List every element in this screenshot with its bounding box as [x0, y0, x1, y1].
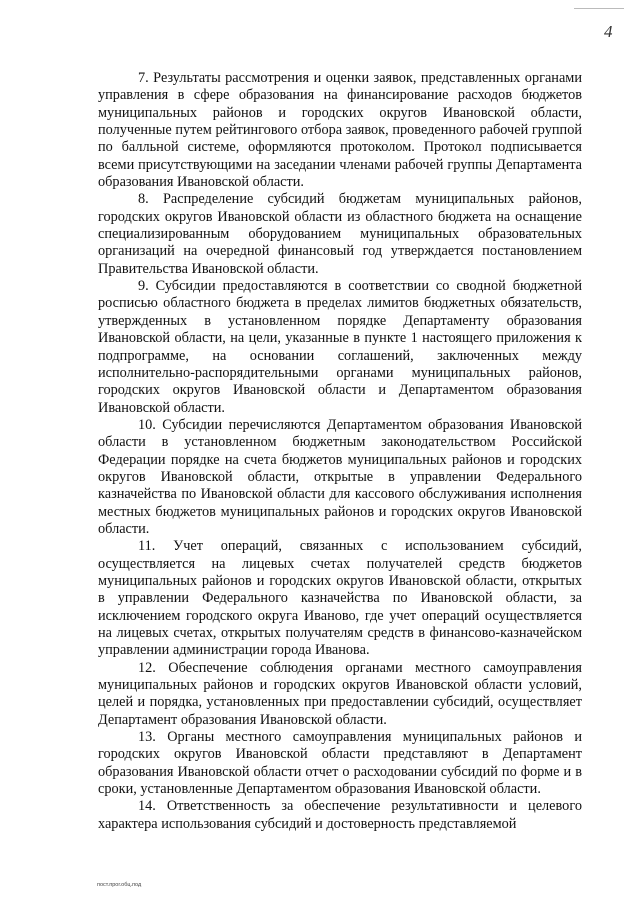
paragraph-11: 11. Учет операций, связанных с использованием субсидий, осуществляется на лицевых счетах получателей средств бюджетов муниципальных районов и городских округов Ивановской области, открытых в управлении Федерального казначейства по Ивановской области, за исключением городского округа Иваново, где учет операций осуществляется на лицевых счетах, открытых получателям средств в финансово-казначейском управлении администрации города Иванова.: [98, 538, 582, 659]
paragraph-13: 13. Органы местного самоуправления муниципальных районов и городских округов Ивановской области представляют в Департамент образования Ивановской области отчет о расходовании субсидий по форме и в сроки, установленные Департаментом образования Ивановской области.: [98, 729, 582, 798]
paragraph-7: 7. Результаты рассмотрения и оценки заявок, представленных органами управления в сфере образования на финансирование расходов бюджетов муниципальных районов и городских округов Ивановской области, полученные путем рейтингового отбора заявок, проведенного рабочей группой по балльной системе, оформляются протоколом. Протокол подписывается всеми присутствующими на заседании членами рабочей группы Департамента образования Ивановской области.: [98, 70, 582, 191]
footer-file-name: пост.прог.обц.под: [97, 882, 142, 888]
scan-edge-mark: [574, 8, 624, 9]
document-body: [98, 70, 582, 833]
paragraph-8: 8. Распределение субсидий бюджетам муниципальных районов, городских округов Ивановской области из областного бюджета на оснащение специализированным оборудованием муниципальных образовательных организаций на очередной финансовый год утверждается постановлением Правительства Ивановской области.: [98, 191, 582, 277]
paragraph-10: 10. Субсидии перечисляются Департаментом образования Ивановской области в установленном бюджетным законодательством Российской Федерации порядке на счета бюджетов муниципальных районов и городских округов Ивановской области, открытые в управлении Федерального казначейства по Ивановской области для кассового обслуживания исполнения местных бюджетов муниципальных районов и городских округов Ивановской области.: [98, 416, 582, 537]
paragraph-14: 14. Ответственность за обеспечение результативности и целевого характера использования субсидий и достоверность представляемой: [98, 798, 582, 832]
paragraph-9: 9. Субсидии предоставляются в соответствии со сводной бюджетной росписью областного бюджета в пределах лимитов бюджетных обязательств, утвержденных в установленном порядке Департаменту образования Ивановской области, на цели, указанные в пункте 1 настоящего приложения к подпрограмме, на основании соглашений, заключенных между исполнительно-распорядительными органами муниципальных районов, городских округов Ивановской области и Департаментом образования Ивановской области.: [98, 278, 582, 416]
page-number: 4: [604, 22, 613, 41]
paragraph-12: 12. Обеспечение соблюдения органами местного самоуправления муниципальных районов и городских округов Ивановской области условий, целей и порядка, установленных при предоставлении субсидий, осуществляет Департамент образования Ивановской области.: [98, 659, 582, 728]
